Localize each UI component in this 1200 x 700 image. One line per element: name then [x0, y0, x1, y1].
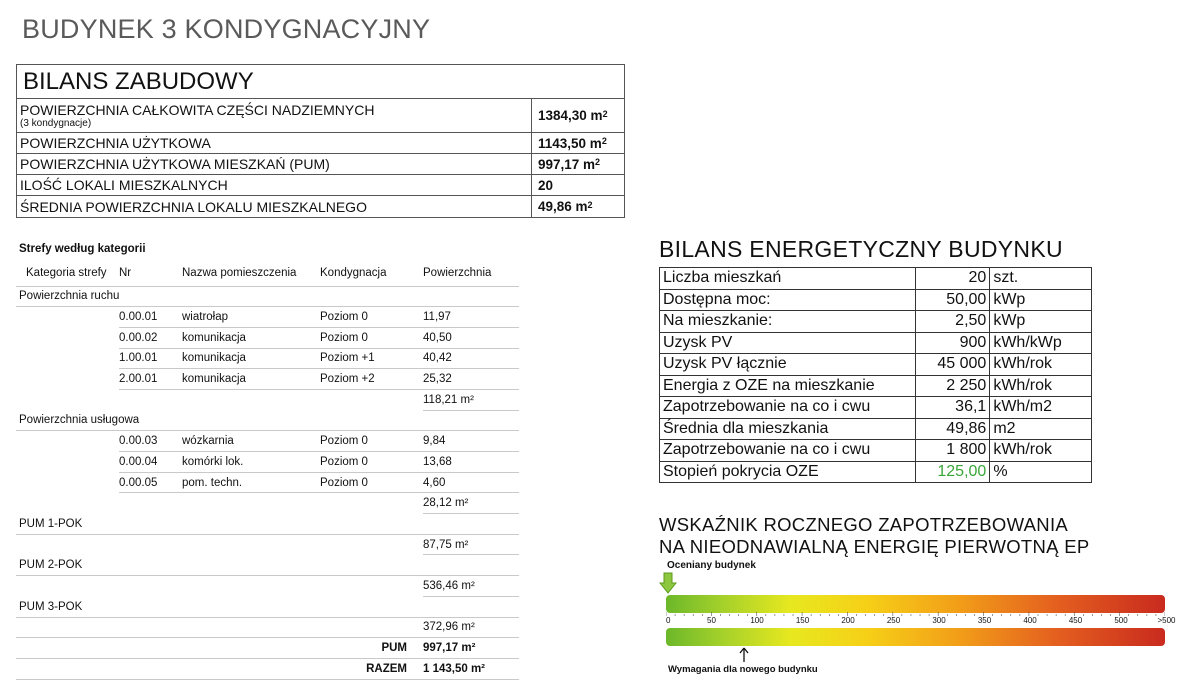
pum-label: PUM [320, 638, 423, 659]
scale-label: 500 [1114, 616, 1128, 625]
be-label: Energia z OZE na mieszkanie [660, 375, 916, 397]
table-row [16, 369, 519, 390]
cell-powierzchnia: 40,42 [423, 348, 519, 369]
cell-powierzchnia: 11,97 [423, 307, 519, 328]
be-value: 1 800 [915, 440, 990, 462]
be-label: Średnia dla mieszkania [660, 418, 916, 440]
be-label: Dostępna moc: [660, 289, 916, 311]
col-header: Kategoria strefy [16, 260, 119, 286]
bilans-zabudowy-title: BILANS ZABUDOWY [17, 65, 624, 99]
be-unit: % [990, 461, 1092, 483]
be-row [660, 332, 1092, 354]
col-header: Powierzchnia [423, 260, 519, 286]
col-header: Nazwa pomieszczenia [182, 260, 320, 286]
bz-value-sup: 2 [602, 108, 608, 119]
category-row [16, 514, 519, 535]
be-unit: kWp [990, 311, 1092, 333]
subtotal-row [16, 389, 519, 410]
subtotal-value: 118,21 m² [423, 389, 519, 410]
pum-value: 997,17 m² [423, 638, 519, 659]
ep-scale-bar-wymagania [666, 628, 1165, 646]
bz-value: 1384,30 m [538, 108, 603, 123]
cell-kondygnacja: Poziom 0 [320, 472, 423, 493]
cell-kondygnacja: Poziom 0 [320, 452, 423, 473]
bz-value: 997,17 m [538, 156, 596, 172]
cell-nazwa: pom. techn. [182, 472, 320, 493]
bz-row [17, 196, 624, 217]
table-header-row [16, 260, 519, 286]
bz-value-sup: 2 [595, 157, 601, 167]
be-row [660, 311, 1092, 333]
be-unit: kWh/kWp [990, 332, 1092, 354]
be-row [660, 375, 1092, 397]
category-label: PUM 2-POK [16, 555, 519, 576]
subtotal-value: 87,75 m² [423, 534, 519, 555]
scale-label: 100 [750, 616, 764, 625]
subtotal-row [16, 617, 519, 638]
cell-kondygnacja: Poziom 0 [320, 327, 423, 348]
bz-label: ILOŚĆ LOKALI MIESZKALNYCH [20, 177, 228, 193]
table-row [16, 327, 519, 348]
category-label: Powierzchnia ruchu [16, 286, 519, 307]
down-arrow-icon [659, 572, 677, 594]
ep-title-line1: WSKAŹNIK ROCZNEGO ZAPOTRZEBOWANIA [659, 514, 1069, 535]
subtotal-row [16, 493, 519, 514]
be-row [660, 418, 1092, 440]
cell-nazwa: wózkarnia [182, 431, 320, 452]
category-row [16, 410, 519, 431]
category-row [16, 286, 519, 307]
scale-label: 400 [1023, 616, 1037, 625]
bz-value: 49,86 m [538, 199, 588, 214]
be-row [660, 354, 1092, 376]
scale-label: 450 [1068, 616, 1083, 625]
subtotal-value: 372,96 m² [423, 617, 519, 638]
be-row [660, 268, 1092, 290]
scale-label: 0 [666, 616, 671, 625]
be-unit: szt. [990, 268, 1092, 290]
col-header: Nr [119, 260, 182, 286]
bz-label: POWIERZCHNIA CAŁKOWITA CZĘŚCI NADZIEMNYCH [20, 102, 375, 118]
cell-nr: 0.00.03 [119, 431, 182, 452]
category-label: PUM 1-POK [16, 514, 519, 535]
bz-row [17, 154, 624, 175]
cell-powierzchnia: 9,84 [423, 431, 519, 452]
cell-powierzchnia: 4,60 [423, 472, 519, 493]
scale-label: 150 [795, 616, 810, 625]
scale-label: 300 [932, 616, 946, 625]
table-row [16, 431, 519, 452]
category-label: PUM 3-POK [16, 596, 519, 617]
bz-label: POWIERZCHNIA UŻYTKOWA MIESZKAŃ (PUM) [20, 156, 330, 172]
cell-nazwa: komunikacja [182, 327, 320, 348]
bilans-zabudowy-table [16, 64, 625, 218]
table-row [16, 472, 519, 493]
ep-title-line2: NA NIEODNAWIALNĄ ENERGIĘ PIERWOTNĄ EP [659, 536, 1090, 557]
scale-label: 200 [841, 616, 855, 625]
be-value: 20 [915, 268, 990, 290]
cell-nr: 0.00.04 [119, 452, 182, 473]
be-value: 36,1 [915, 397, 990, 419]
subtotal-row [16, 534, 519, 555]
cell-nr: 2.00.01 [119, 369, 182, 390]
cell-powierzchnia: 13,68 [423, 452, 519, 473]
be-value: 900 [915, 332, 990, 354]
strefy-table [16, 260, 519, 680]
category-label: Powierzchnia usługowa [16, 410, 519, 431]
scale-label: >500 [1157, 616, 1176, 625]
strefy-table-section [16, 238, 519, 680]
strefy-title: Strefy według kategorii [19, 243, 146, 255]
cell-nr: 0.00.02 [119, 327, 182, 348]
wymagania-label: Wymagania dla nowego budynku [668, 664, 818, 675]
pum-total-row [16, 638, 519, 659]
cell-nazwa: komórki lok. [182, 452, 320, 473]
bz-label: ŚREDNIA POWIERZCHNIA LOKALU MIESZKALNEGO [20, 198, 367, 215]
be-unit: kWh/rok [990, 354, 1092, 376]
scale-label: 250 [886, 616, 901, 625]
cell-kondygnacja: Poziom 0 [320, 307, 423, 328]
scale-label: 350 [977, 616, 992, 625]
cell-kondygnacja: Poziom +2 [320, 369, 423, 390]
bilans-energetyczny-table [659, 267, 1092, 483]
be-label: Na mieszkanie: [660, 311, 916, 333]
cell-powierzchnia: 40,50 [423, 327, 519, 348]
scale-label: 50 [707, 616, 716, 625]
bz-row [17, 175, 624, 196]
be-unit: kWp [990, 289, 1092, 311]
oceniany-budynek-label: Oceniany budynek [667, 560, 756, 571]
table-row [16, 307, 519, 328]
ep-scale-bar-oceniany [666, 595, 1165, 613]
bz-value: 1143,50 m [538, 135, 602, 151]
bz-row [17, 99, 624, 133]
be-value: 2 250 [915, 375, 990, 397]
be-value: 2,50 [915, 311, 990, 333]
subtotal-value: 28,12 m² [423, 493, 519, 514]
subtotal-row [16, 576, 519, 597]
cell-powierzchnia: 25,32 [423, 369, 519, 390]
cell-nazwa: komunikacja [182, 348, 320, 369]
be-label: Zapotrzebowanie na co i cwu [660, 397, 916, 419]
be-label: Uzysk PV [660, 332, 916, 354]
be-unit: kWh/rok [990, 440, 1092, 462]
be-label: Zapotrzebowanie na co i cwu [660, 440, 916, 462]
bz-value-sup: 2 [587, 199, 593, 210]
bz-label: POWIERZCHNIA UŻYTKOWA [20, 135, 211, 151]
razem-value: 1 143,50 m² [423, 658, 519, 679]
category-row [16, 596, 519, 617]
be-unit: m2 [990, 418, 1092, 440]
bilans-energetyczny-title: BILANS ENERGETYCZNY BUDYNKU [659, 236, 1063, 262]
category-row [16, 555, 519, 576]
be-unit: kWh/m2 [990, 397, 1092, 419]
bz-value: 20 [538, 177, 554, 193]
be-label: Stopień pokrycia OZE [660, 461, 916, 483]
be-row [660, 461, 1092, 483]
be-label: Uzysk PV łącznie [660, 354, 916, 376]
cell-nr: 0.00.01 [119, 307, 182, 328]
be-label: Liczba mieszkań [660, 268, 916, 290]
be-value: 49,86 [915, 418, 990, 440]
cell-nazwa: wiatrołap [182, 307, 320, 328]
be-row [660, 397, 1092, 419]
be-value: 45 000 [915, 354, 990, 376]
bz-value-sup: 2 [601, 136, 607, 146]
ep-indicator-title [659, 514, 1090, 558]
cell-kondygnacja: Poziom 0 [320, 431, 423, 452]
cell-kondygnacja: Poziom +1 [320, 348, 423, 369]
be-value-highlight: 125,00 [915, 461, 990, 483]
subtotal-value: 536,46 m² [423, 576, 519, 597]
cell-nazwa: komunikacja [182, 369, 320, 390]
table-row [16, 348, 519, 369]
page-title: BUDYNEK 3 KONDYGNACYJNY [22, 14, 431, 44]
col-header: Kondygnacja [320, 260, 423, 286]
cell-nr: 0.00.05 [119, 472, 182, 493]
razem-label: RAZEM [320, 658, 423, 679]
be-unit: kWh/rok [990, 375, 1092, 397]
razem-total-row [16, 658, 519, 679]
be-row [660, 289, 1092, 311]
bz-row [17, 133, 624, 154]
bz-sublabel: (3 kondygnacje) [20, 118, 92, 129]
be-value: 50,00 [915, 289, 990, 311]
table-row [16, 452, 519, 473]
be-row [660, 440, 1092, 462]
up-arrow-icon [739, 647, 749, 663]
cell-nr: 1.00.01 [119, 348, 182, 369]
